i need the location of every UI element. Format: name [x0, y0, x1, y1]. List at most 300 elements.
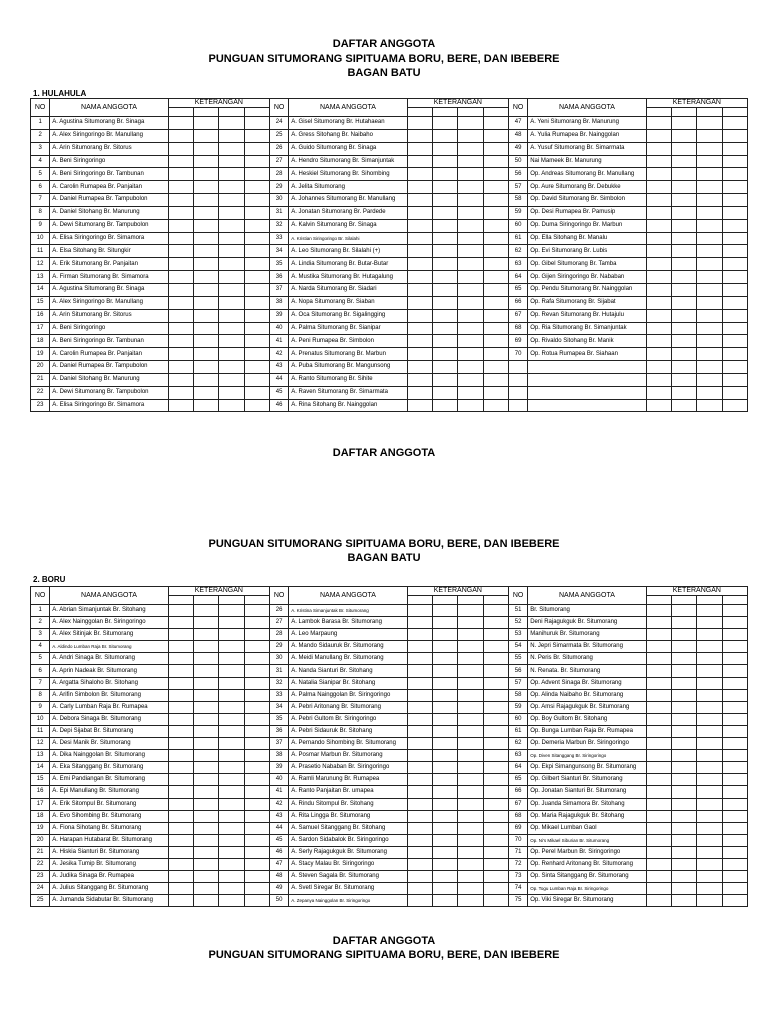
table-row	[31, 846, 748, 858]
keterangan-cell	[194, 822, 219, 834]
keterangan-cell	[194, 245, 219, 258]
keterangan-cell	[244, 871, 269, 883]
keterangan-cell	[219, 155, 244, 168]
keterangan-cell	[194, 283, 219, 296]
keterangan-cell	[219, 271, 244, 284]
keterangan-cell	[646, 283, 671, 296]
member-number: 50	[508, 155, 527, 168]
keterangan-cell	[483, 786, 508, 798]
keterangan-cell	[219, 701, 244, 713]
keterangan-cell	[646, 296, 671, 309]
member-name: A. Steven Sagala Br. Situmorang	[289, 871, 407, 883]
keterangan-cell	[168, 786, 193, 798]
keterangan-cell	[194, 194, 219, 207]
keterangan-cell	[483, 713, 508, 725]
keterangan-cell	[194, 399, 219, 412]
keterangan-cell	[407, 296, 432, 309]
keterangan-cell	[671, 786, 696, 798]
keterangan-cell	[194, 701, 219, 713]
member-name: A. Dewi Situmorang Br. Tampubolon	[50, 219, 168, 232]
column-header-keterangan: KETERANGAN	[407, 99, 508, 108]
keterangan-cell	[483, 883, 508, 895]
keterangan-cell	[458, 142, 483, 155]
member-name: A. Alex Nainggolan Br. Siringoringo	[50, 617, 168, 629]
keterangan-cell	[483, 641, 508, 653]
keterangan-cell	[646, 641, 671, 653]
keterangan-cell	[194, 689, 219, 701]
keterangan-cell	[697, 322, 722, 335]
keterangan-cell	[244, 846, 269, 858]
keterangan-cell	[244, 283, 269, 296]
keterangan-cell	[407, 665, 432, 677]
member-name: Op. Boy Gultom Br. Sitohang	[528, 713, 646, 725]
member-number: 36	[269, 271, 288, 284]
member-name: A. Beni Siringoringo	[50, 322, 168, 335]
keterangan-cell	[722, 617, 747, 629]
keterangan-cell	[407, 373, 432, 386]
member-name: A. Agustina Situmorang Br. Sinaga	[50, 117, 168, 130]
member-name: A. Erik Sitompul Br. Situmorang	[50, 798, 168, 810]
keterangan-cell	[671, 689, 696, 701]
page2-section-label: 2. BORU	[33, 575, 66, 584]
keterangan-cell	[458, 271, 483, 284]
member-number: 39	[269, 309, 288, 322]
member-name: A. Kristian Siringoringo Br. Silalahi	[289, 232, 407, 245]
member-number: 43	[269, 361, 288, 374]
member-name: A. Rindu Sitompul Br. Sitohang	[289, 798, 407, 810]
keterangan-cell	[458, 373, 483, 386]
member-number: 58	[508, 194, 527, 207]
keterangan-cell	[483, 617, 508, 629]
keterangan-cell	[407, 258, 432, 271]
member-number: 75	[508, 895, 527, 907]
member-name: A. Lambok Barasa Br. Situmorang	[289, 617, 407, 629]
keterangan-subcell	[168, 596, 193, 605]
keterangan-cell	[219, 142, 244, 155]
member-number: 12	[31, 258, 50, 271]
keterangan-cell	[407, 883, 432, 895]
member-name: A. Daniel Rumapea Br. Tampubolon	[50, 194, 168, 207]
table-row	[31, 713, 748, 725]
member-number: 72	[508, 858, 527, 870]
keterangan-cell	[483, 738, 508, 750]
keterangan-cell	[671, 117, 696, 130]
keterangan-cell	[458, 774, 483, 786]
member-name: A. Andri Sinaga Br. Situmorang	[50, 653, 168, 665]
keterangan-cell	[458, 245, 483, 258]
keterangan-cell	[432, 774, 457, 786]
keterangan-cell	[219, 309, 244, 322]
keterangan-cell	[244, 605, 269, 617]
keterangan-cell	[722, 232, 747, 245]
member-number: 59	[508, 206, 527, 219]
keterangan-cell	[168, 194, 193, 207]
member-number: 37	[269, 283, 288, 296]
keterangan-cell	[432, 361, 457, 374]
member-name: A. Elisa Siringoringo Br. Simamora	[50, 232, 168, 245]
table-row	[31, 798, 748, 810]
keterangan-cell	[219, 786, 244, 798]
member-number: 18	[31, 335, 50, 348]
keterangan-cell	[671, 168, 696, 181]
keterangan-cell	[671, 641, 696, 653]
member-number: 42	[269, 348, 288, 361]
keterangan-cell	[407, 762, 432, 774]
keterangan-cell	[646, 129, 671, 142]
table-row	[31, 168, 748, 181]
keterangan-cell	[697, 129, 722, 142]
keterangan-cell	[483, 629, 508, 641]
member-name: A. Erik Situmorang Br. Panjaitan	[50, 258, 168, 271]
keterangan-cell	[407, 798, 432, 810]
keterangan-cell	[432, 258, 457, 271]
keterangan-cell	[722, 194, 747, 207]
member-number: 10	[31, 232, 50, 245]
keterangan-cell	[722, 677, 747, 689]
keterangan-cell	[219, 181, 244, 194]
member-name: A. Dika Nainggolan Br. Situmorang	[50, 750, 168, 762]
member-number: 62	[508, 245, 527, 258]
table-row	[31, 296, 748, 309]
keterangan-cell	[483, 762, 508, 774]
member-number: 35	[269, 258, 288, 271]
keterangan-cell	[244, 701, 269, 713]
column-header-name: NAMA ANGGOTA	[289, 587, 407, 605]
keterangan-cell	[168, 725, 193, 737]
table-row	[31, 738, 748, 750]
keterangan-cell	[168, 846, 193, 858]
member-number: 2	[31, 617, 50, 629]
keterangan-cell	[244, 665, 269, 677]
keterangan-cell	[722, 309, 747, 322]
keterangan-cell	[432, 206, 457, 219]
keterangan-cell	[168, 232, 193, 245]
member-name: Op. Perel Marbun Br. Siringoringo	[528, 846, 646, 858]
member-name: A. Agustina Situmorang Br. Sinaga	[50, 283, 168, 296]
keterangan-cell	[407, 181, 432, 194]
column-header-keterangan: KETERANGAN	[168, 587, 269, 596]
keterangan-cell	[432, 822, 457, 834]
keterangan-cell	[407, 895, 432, 907]
keterangan-cell	[168, 798, 193, 810]
column-header-keterangan: KETERANGAN	[407, 587, 508, 596]
member-number: 2	[31, 129, 50, 142]
member-name: A. Mustika Situmorang Br. Hutagalung	[289, 271, 407, 284]
member-name: Op. Aure Situmorang Br. Debukke	[528, 181, 646, 194]
keterangan-cell	[432, 786, 457, 798]
member-number: 49	[269, 883, 288, 895]
member-name: A. Pebri Aritonang Br. Situmorang	[289, 701, 407, 713]
member-name: A. Elisa Siringoringo Br. Simamora	[50, 399, 168, 412]
keterangan-cell	[194, 895, 219, 907]
keterangan-cell	[483, 283, 508, 296]
keterangan-cell	[722, 348, 747, 361]
table-row	[31, 373, 748, 386]
member-number: 22	[31, 858, 50, 870]
keterangan-cell	[646, 245, 671, 258]
table-row	[31, 399, 748, 412]
keterangan-subcell	[194, 108, 219, 117]
page1-subtitle: PUNGUAN SITUMORANG SIPITUAMA BORU, BERE, DAN IBEBERE	[208, 53, 560, 65]
keterangan-cell	[458, 155, 483, 168]
keterangan-cell	[194, 348, 219, 361]
keterangan-cell	[432, 883, 457, 895]
member-name: A. Mando Sidauruk Br. Situmorang	[289, 641, 407, 653]
member-name: Nai Mameek Br. Manurung	[528, 155, 646, 168]
table-row	[31, 348, 748, 361]
keterangan-cell	[646, 309, 671, 322]
member-name: Op. Revan Situmorang Br. Hutajulu	[528, 309, 646, 322]
keterangan-cell	[219, 322, 244, 335]
member-name: A. Carolin Rumapea Br. Panjaitan	[50, 348, 168, 361]
keterangan-cell	[407, 810, 432, 822]
member-name: Op. Amsi Rajagukguk Br. Situmorang	[528, 701, 646, 713]
keterangan-cell	[458, 665, 483, 677]
page1-title: DAFTAR ANGGOTA	[332, 38, 436, 50]
keterangan-cell	[697, 219, 722, 232]
member-name: Op. Juanda Simamora Br. Sitohang	[528, 798, 646, 810]
keterangan-cell	[646, 895, 671, 907]
keterangan-cell	[407, 701, 432, 713]
member-number: 41	[269, 786, 288, 798]
keterangan-subcell	[458, 108, 483, 117]
member-number: 33	[269, 689, 288, 701]
keterangan-cell	[219, 219, 244, 232]
keterangan-cell	[697, 629, 722, 641]
keterangan-cell	[458, 629, 483, 641]
keterangan-cell	[219, 725, 244, 737]
keterangan-cell	[483, 296, 508, 309]
keterangan-cell	[168, 605, 193, 617]
member-number: 8	[31, 689, 50, 701]
keterangan-cell	[697, 283, 722, 296]
keterangan-cell	[168, 738, 193, 750]
member-number	[508, 361, 527, 374]
keterangan-cell	[671, 774, 696, 786]
member-number: 62	[508, 738, 527, 750]
keterangan-cell	[697, 810, 722, 822]
member-number: 38	[269, 750, 288, 762]
keterangan-cell	[483, 386, 508, 399]
keterangan-cell	[458, 810, 483, 822]
member-number: 26	[269, 142, 288, 155]
keterangan-cell	[483, 798, 508, 810]
keterangan-cell	[722, 725, 747, 737]
member-name: A. Natalia Sianipar Br. Sitohang	[289, 677, 407, 689]
table-row	[31, 871, 748, 883]
member-name: N. Jepri Simarmata Br. Situmorang	[528, 641, 646, 653]
keterangan-cell	[458, 725, 483, 737]
keterangan-cell	[722, 665, 747, 677]
member-number	[508, 373, 527, 386]
table-row	[31, 129, 748, 142]
member-name: A. Jonatan Situmorang Br. Pardede	[289, 206, 407, 219]
keterangan-cell	[458, 798, 483, 810]
column-header-name: NAMA ANGGOTA	[528, 99, 646, 117]
keterangan-cell	[697, 689, 722, 701]
member-number: 3	[31, 629, 50, 641]
keterangan-cell	[244, 322, 269, 335]
keterangan-cell	[194, 738, 219, 750]
member-name: A. Jesika Tumip Br. Situmorang	[50, 858, 168, 870]
keterangan-cell	[458, 335, 483, 348]
keterangan-cell	[432, 871, 457, 883]
keterangan-cell	[646, 348, 671, 361]
keterangan-cell	[244, 181, 269, 194]
keterangan-cell	[697, 335, 722, 348]
member-number: 5	[31, 168, 50, 181]
keterangan-cell	[432, 399, 457, 412]
member-name: A. Daniel Rumapea Br. Tampubolon	[50, 361, 168, 374]
keterangan-cell	[432, 725, 457, 737]
keterangan-cell	[244, 617, 269, 629]
keterangan-cell	[458, 296, 483, 309]
member-number: 34	[269, 245, 288, 258]
keterangan-cell	[483, 871, 508, 883]
keterangan-cell	[671, 858, 696, 870]
member-number: 42	[269, 798, 288, 810]
keterangan-cell	[219, 810, 244, 822]
member-number: 23	[31, 871, 50, 883]
keterangan-cell	[194, 629, 219, 641]
keterangan-cell	[244, 194, 269, 207]
keterangan-cell	[697, 142, 722, 155]
member-name: A. Beni Siringoringo	[50, 155, 168, 168]
member-number: 13	[31, 271, 50, 284]
keterangan-cell	[458, 653, 483, 665]
keterangan-cell	[432, 322, 457, 335]
keterangan-cell	[219, 629, 244, 641]
table-row	[31, 194, 748, 207]
member-name: A. Meidi Manullang Br. Situmorang	[289, 653, 407, 665]
member-number: 67	[508, 309, 527, 322]
member-name: A. Debora Sinaga Br. Situmorang	[50, 713, 168, 725]
keterangan-cell	[722, 858, 747, 870]
keterangan-cell	[244, 738, 269, 750]
keterangan-cell	[407, 232, 432, 245]
member-number: 21	[31, 373, 50, 386]
keterangan-cell	[432, 194, 457, 207]
keterangan-cell	[432, 641, 457, 653]
keterangan-cell	[168, 271, 193, 284]
keterangan-cell	[483, 142, 508, 155]
keterangan-subcell	[671, 108, 696, 117]
keterangan-cell	[697, 653, 722, 665]
keterangan-cell	[697, 181, 722, 194]
keterangan-cell	[219, 798, 244, 810]
keterangan-cell	[671, 322, 696, 335]
keterangan-cell	[671, 206, 696, 219]
keterangan-cell	[722, 641, 747, 653]
keterangan-cell	[432, 701, 457, 713]
keterangan-cell	[646, 834, 671, 846]
keterangan-cell	[483, 206, 508, 219]
member-number: 69	[508, 822, 527, 834]
keterangan-cell	[432, 665, 457, 677]
keterangan-cell	[219, 883, 244, 895]
page1-section-label: 1. HULAHULA	[33, 89, 87, 98]
table-row	[31, 701, 748, 713]
keterangan-cell	[722, 786, 747, 798]
keterangan-cell	[432, 219, 457, 232]
keterangan-cell	[168, 701, 193, 713]
member-number: 38	[269, 296, 288, 309]
member-name: A. Daniel Sitohang Br. Manurung	[50, 373, 168, 386]
keterangan-cell	[168, 129, 193, 142]
keterangan-cell	[219, 206, 244, 219]
keterangan-cell	[697, 617, 722, 629]
keterangan-subcell	[646, 596, 671, 605]
keterangan-cell	[458, 677, 483, 689]
keterangan-cell	[168, 762, 193, 774]
keterangan-subcell	[244, 596, 269, 605]
keterangan-cell	[671, 232, 696, 245]
keterangan-cell	[483, 822, 508, 834]
member-name: A. Leo Marpaung	[289, 629, 407, 641]
keterangan-cell	[194, 373, 219, 386]
keterangan-cell	[458, 895, 483, 907]
member-name: A. Depi Sijabat Br. Situmorang	[50, 725, 168, 737]
member-name: Op. Pendu Situmorang Br. Nainggolan	[528, 283, 646, 296]
keterangan-cell	[671, 617, 696, 629]
keterangan-cell	[244, 386, 269, 399]
table-row	[31, 774, 748, 786]
member-number: 28	[269, 629, 288, 641]
keterangan-cell	[194, 725, 219, 737]
keterangan-cell	[432, 895, 457, 907]
member-name: A. Ranto Panjaitan Br. umapea	[289, 786, 407, 798]
table-row	[31, 142, 748, 155]
keterangan-cell	[722, 738, 747, 750]
member-number	[508, 386, 527, 399]
keterangan-cell	[168, 629, 193, 641]
table-row	[31, 858, 748, 870]
member-name: Op. Gilbert Sianturi Br. Situmorang	[528, 774, 646, 786]
table-row	[31, 689, 748, 701]
keterangan-cell	[646, 629, 671, 641]
table-row	[31, 822, 748, 834]
keterangan-cell	[407, 142, 432, 155]
member-name: Op. Ria Situmorang Br. Simanjuntak	[528, 322, 646, 335]
keterangan-cell	[407, 245, 432, 258]
keterangan-cell	[646, 117, 671, 130]
member-name: A. Oca Situmorang Br. Sigalingging	[289, 309, 407, 322]
keterangan-cell	[483, 677, 508, 689]
member-name: A. Hiskia Sianturi Br. Situmorang	[50, 846, 168, 858]
keterangan-cell	[168, 206, 193, 219]
keterangan-cell	[407, 117, 432, 130]
member-number: 46	[269, 399, 288, 412]
keterangan-cell	[168, 155, 193, 168]
keterangan-cell	[407, 629, 432, 641]
column-header-no: NO	[31, 99, 50, 117]
keterangan-cell	[697, 665, 722, 677]
column-header-no: NO	[269, 99, 288, 117]
keterangan-cell	[671, 810, 696, 822]
member-name: Op. Gibel Situmorang Br. Tamba	[528, 258, 646, 271]
keterangan-cell	[244, 296, 269, 309]
keterangan-subcell	[722, 596, 747, 605]
member-name: Op. Rotua Rumapea Br. Siahaan	[528, 348, 646, 361]
column-header-no: NO	[508, 99, 527, 117]
member-name: A. Johannes Situmorang Br. Manullang	[289, 194, 407, 207]
keterangan-cell	[219, 713, 244, 725]
column-header-keterangan: KETERANGAN	[646, 587, 747, 596]
keterangan-cell	[194, 335, 219, 348]
member-number: 26	[269, 605, 288, 617]
keterangan-cell	[697, 762, 722, 774]
keterangan-cell	[194, 219, 219, 232]
